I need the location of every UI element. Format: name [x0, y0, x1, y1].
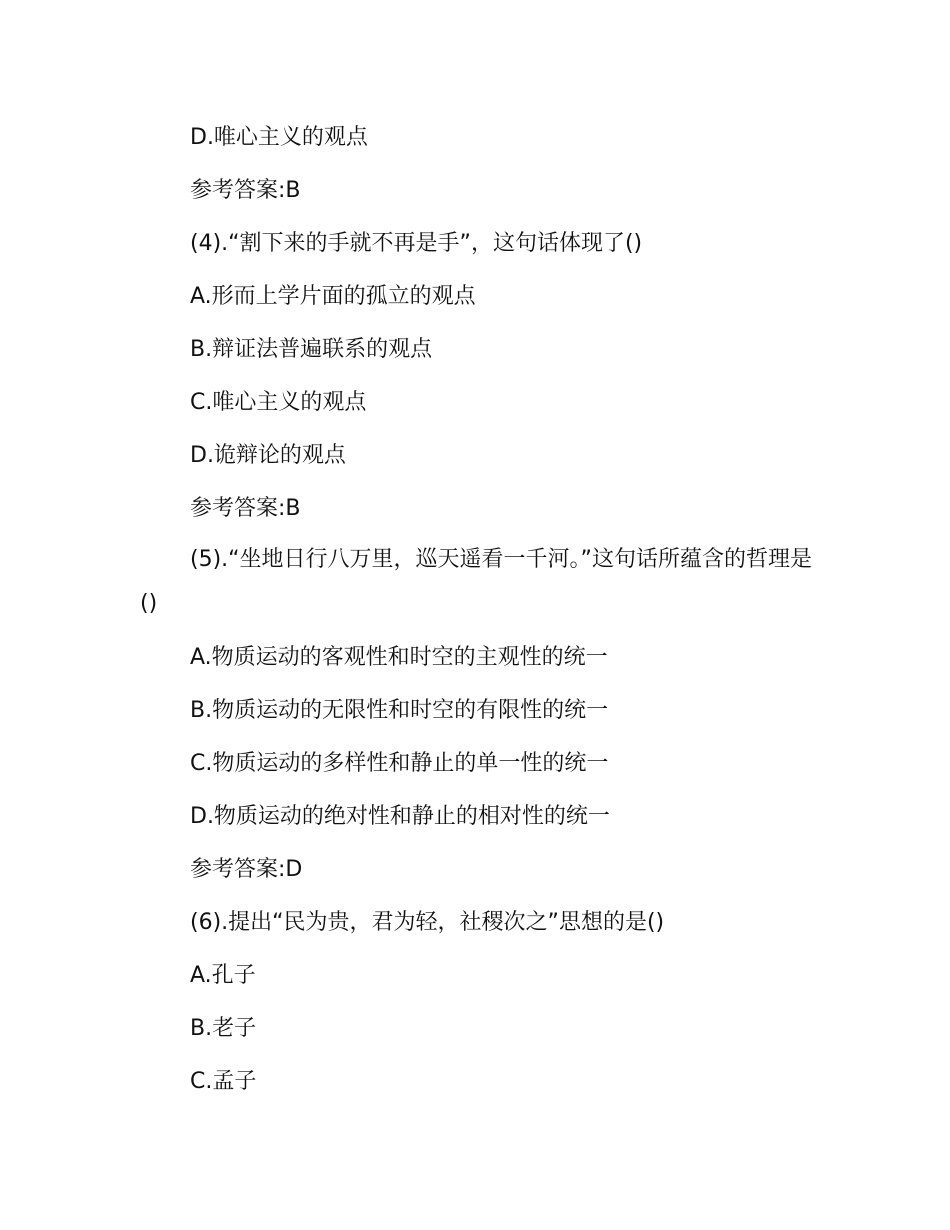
q6-option-c: C.孟子 — [190, 1069, 257, 1094]
q5-option-c: C.物质运动的多样性和静止的单一性的统一 — [190, 751, 609, 776]
q4-option-d: D.诡辩论的观点 — [190, 443, 346, 468]
q4-question: (4).“割下来的手就不再是手”，这句话体现了() — [190, 231, 643, 256]
q5-option-a: A.物质运动的客观性和时空的主观性的统一 — [190, 645, 608, 670]
q4-option-a: A.形而上学片面的孤立的观点 — [190, 284, 476, 309]
q6-question: (6).提出“民为贵，君为轻，社稷次之”思想的是() — [190, 910, 665, 935]
q4-option-c: C.唯心主义的观点 — [190, 390, 367, 415]
q5-question: (5).“坐地日行八万里，巡天遥看一千河。”这句话所蕴含的哲理是() — [140, 547, 812, 616]
q5-answer: 参考答案:D — [190, 857, 303, 882]
q6-option-a: A.孔子 — [190, 963, 256, 988]
q3-option-d: D.唯心主义的观点 — [190, 125, 368, 150]
q4-option-b: B.辩证法普遍联系的观点 — [190, 337, 433, 362]
q5-option-b: B.物质运动的无限性和时空的有限性的统一 — [190, 698, 609, 723]
q6-option-b: B.老子 — [190, 1016, 257, 1041]
q3-answer: 参考答案:B — [190, 178, 301, 203]
q5-option-d: D.物质运动的绝对性和静止的相对性的统一 — [190, 804, 610, 829]
q4-answer: 参考答案:B — [190, 496, 301, 521]
